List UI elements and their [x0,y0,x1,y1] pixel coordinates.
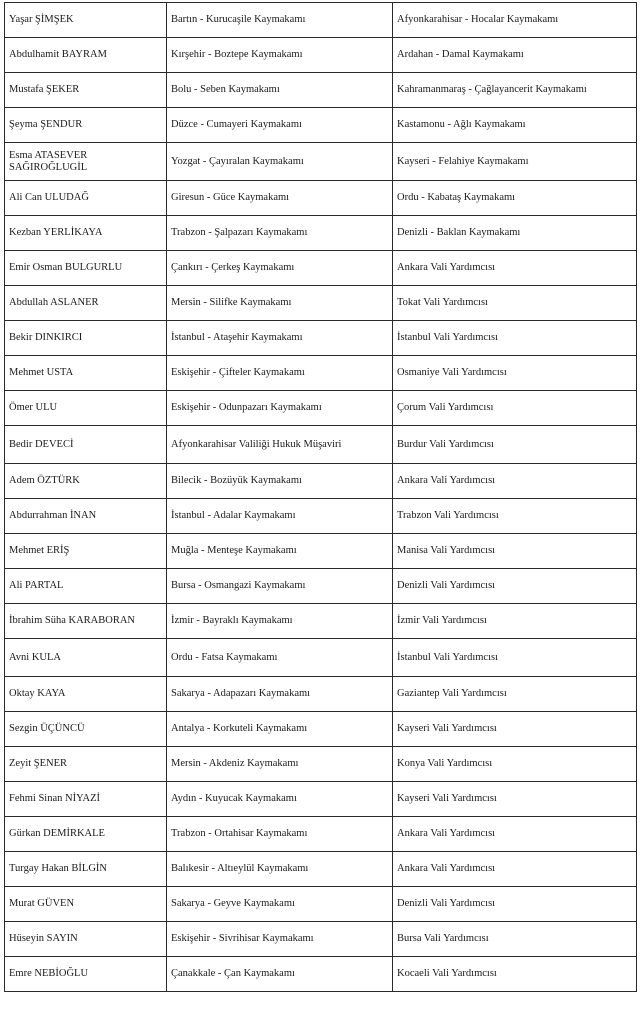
appointments-table-body [5,3,637,992]
current-post-cell: Balıkesir - Altıeylül Kaymakamı [167,852,393,887]
current-post-cell: Trabzon - Ortahisar Kaymakamı [167,817,393,852]
table-row [5,251,637,286]
person-name-cell: Avni KULA [5,639,167,677]
table-row [5,887,637,922]
new-post-cell: Kahramanmaraş - Çağlayancerit Kaymakamı [393,73,637,108]
table-row [5,639,637,677]
table-row [5,712,637,747]
new-post-cell: Çorum Vali Yardımcısı [393,391,637,426]
current-post-cell: İstanbul - Adalar Kaymakamı [167,499,393,534]
person-name-cell: Murat GÜVEN [5,887,167,922]
person-name-cell: Mustafa ŞEKER [5,73,167,108]
current-post-cell: Çankırı - Çerkeş Kaymakamı [167,251,393,286]
current-post-cell: Sakarya - Geyve Kaymakamı [167,887,393,922]
current-post-cell: Muğla - Menteşe Kaymakamı [167,534,393,569]
current-post-cell: Düzce - Cumayeri Kaymakamı [167,108,393,143]
person-name-cell: İbrahim Süha KARABORAN [5,604,167,639]
new-post-cell: Trabzon Vali Yardımcısı [393,499,637,534]
new-post-cell: İzmir Vali Yardımcısı [393,604,637,639]
person-name-cell: Oktay KAYA [5,677,167,712]
person-name-cell: Ali Can ULUDAĞ [5,181,167,216]
table-row [5,957,637,992]
current-post-cell: Antalya - Korkuteli Kaymakamı [167,712,393,747]
table-row [5,817,637,852]
table-row [5,3,637,38]
current-post-cell: Ordu - Fatsa Kaymakamı [167,639,393,677]
person-name-cell: Mehmet USTA [5,356,167,391]
current-post-cell: Eskişehir - Sivrihisar Kaymakamı [167,922,393,957]
current-post-cell: Çanakkale - Çan Kaymakamı [167,957,393,992]
person-name-cell: Abdullah ASLANER [5,286,167,321]
table-row [5,143,637,181]
new-post-cell: Kayseri Vali Yardımcısı [393,782,637,817]
table-row [5,426,637,464]
current-post-cell: Mersin - Akdeniz Kaymakamı [167,747,393,782]
new-post-cell: Tokat Vali Yardımcısı [393,286,637,321]
person-name-cell: Abdurrahman İNAN [5,499,167,534]
new-post-cell: Ankara Vali Yardımcısı [393,852,637,887]
new-post-cell: Manisa Vali Yardımcısı [393,534,637,569]
current-post-cell: Mersin - Silifke Kaymakamı [167,286,393,321]
table-row [5,38,637,73]
person-name-cell: Kezban YERLİKAYA [5,216,167,251]
current-post-cell: Eskişehir - Çifteler Kaymakamı [167,356,393,391]
table-row [5,922,637,957]
new-post-cell: Osmaniye Vali Yardımcısı [393,356,637,391]
new-post-cell: Kayseri Vali Yardımcısı [393,712,637,747]
table-row [5,356,637,391]
person-name-cell: Bekir DINKIRCI [5,321,167,356]
person-name-cell: Gürkan DEMİRKALE [5,817,167,852]
current-post-cell: Eskişehir - Odunpazarı Kaymakamı [167,391,393,426]
current-post-cell: Afyonkarahisar Valiliği Hukuk Müşaviri [167,426,393,464]
person-name-cell: Sezgin ÜÇÜNCÜ [5,712,167,747]
person-name-cell: Fehmi Sinan NİYAZİ [5,782,167,817]
person-name-cell: Mehmet ERİŞ [5,534,167,569]
current-post-cell: Bilecik - Bozüyük Kaymakamı [167,464,393,499]
table-row [5,321,637,356]
current-post-cell: Bursa - Osmangazi Kaymakamı [167,569,393,604]
new-post-cell: Denizli Vali Yardımcısı [393,569,637,604]
new-post-cell: Ankara Vali Yardımcısı [393,817,637,852]
new-post-cell: İstanbul Vali Yardımcısı [393,639,637,677]
new-post-cell: Ardahan - Damal Kaymakamı [393,38,637,73]
table-row [5,677,637,712]
table-row [5,181,637,216]
person-name-cell: Zeyit ŞENER [5,747,167,782]
new-post-cell: Denizli - Baklan Kaymakamı [393,216,637,251]
table-row [5,73,637,108]
new-post-cell: Kastamonu - Ağlı Kaymakamı [393,108,637,143]
person-name-cell: Adem ÖZTÜRK [5,464,167,499]
table-row [5,108,637,143]
table-row [5,499,637,534]
new-post-cell: Bursa Vali Yardımcısı [393,922,637,957]
table-row [5,464,637,499]
current-post-cell: Kırşehir - Boztepe Kaymakamı [167,38,393,73]
person-name-cell: Yaşar ŞİMŞEK [5,3,167,38]
new-post-cell: Ordu - Kabataş Kaymakamı [393,181,637,216]
table-row [5,569,637,604]
new-post-cell: Denizli Vali Yardımcısı [393,887,637,922]
table-row [5,216,637,251]
current-post-cell: Aydın - Kuyucak Kaymakamı [167,782,393,817]
person-name-cell: Emre NEBİOĞLU [5,957,167,992]
new-post-cell: Konya Vali Yardımcısı [393,747,637,782]
person-name-cell: Emir Osman BULGURLU [5,251,167,286]
table-row [5,782,637,817]
new-post-cell: Kocaeli Vali Yardımcısı [393,957,637,992]
person-name-cell: Ömer ULU [5,391,167,426]
person-name-cell: Hüseyin SAYIN [5,922,167,957]
current-post-cell: İzmir - Bayraklı Kaymakamı [167,604,393,639]
person-name-cell: Şeyma ŞENDUR [5,108,167,143]
new-post-cell: İstanbul Vali Yardımcısı [393,321,637,356]
person-name-cell: Bedir DEVECİ [5,426,167,464]
new-post-cell: Kayseri - Felahiye Kaymakamı [393,143,637,181]
table-row [5,391,637,426]
person-name-cell: Ali PARTAL [5,569,167,604]
current-post-cell: İstanbul - Ataşehir Kaymakamı [167,321,393,356]
new-post-cell: Ankara Vali Yardımcısı [393,251,637,286]
table-row [5,747,637,782]
table-row [5,286,637,321]
table-row [5,604,637,639]
current-post-cell: Giresun - Güce Kaymakamı [167,181,393,216]
current-post-cell: Bartın - Kurucaşile Kaymakamı [167,3,393,38]
person-name-cell: Abdulhamit BAYRAM [5,38,167,73]
current-post-cell: Bolu - Seben Kaymakamı [167,73,393,108]
new-post-cell: Burdur Vali Yardımcısı [393,426,637,464]
current-post-cell: Sakarya - Adapazarı Kaymakamı [167,677,393,712]
person-name-cell: Turgay Hakan BİLGİN [5,852,167,887]
appointments-table [4,2,637,992]
current-post-cell: Trabzon - Şalpazarı Kaymakamı [167,216,393,251]
table-row [5,852,637,887]
person-name-cell: Esma ATASEVER SAĞIROĞLUGİL [5,143,167,181]
table-row [5,534,637,569]
new-post-cell: Afyonkarahisar - Hocalar Kaymakamı [393,3,637,38]
new-post-cell: Ankara Vali Yardımcısı [393,464,637,499]
new-post-cell: Gaziantep Vali Yardımcısı [393,677,637,712]
current-post-cell: Yozgat - Çayıralan Kaymakamı [167,143,393,181]
